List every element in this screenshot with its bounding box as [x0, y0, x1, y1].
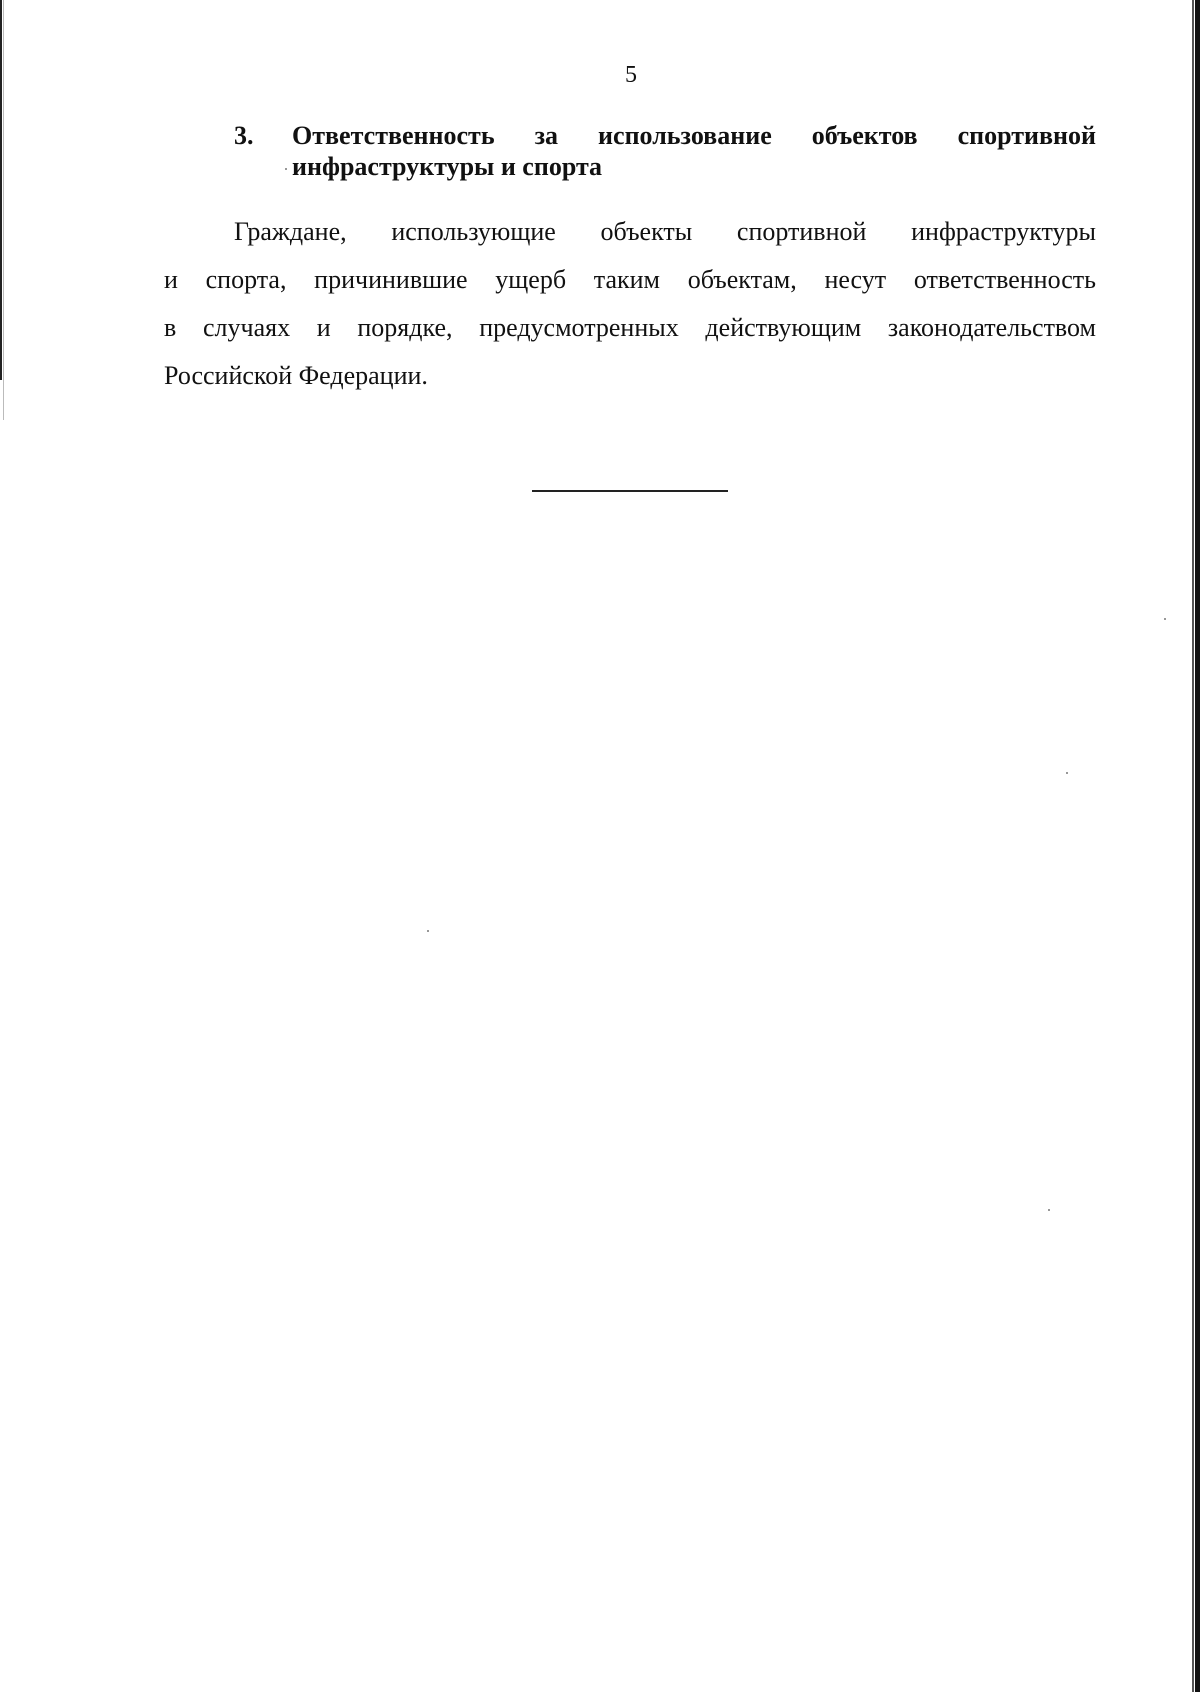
body-paragraph — [164, 208, 1096, 400]
page-number: 5 — [625, 62, 637, 88]
paragraph-line: в случаях и порядке, предусмотренных действующим законодательством — [164, 313, 1096, 342]
scan-edge-left — [0, 0, 2, 380]
section-heading — [234, 120, 1096, 182]
section-title — [292, 120, 1096, 182]
section-title-line-1: Ответственность за использование объектов спортивной — [292, 121, 1096, 150]
scan-edge-right — [1195, 0, 1200, 1692]
paragraph-line: Граждане, использующие объекты спортивной инфраструктуры — [234, 217, 1096, 246]
scan-speck — [1066, 772, 1068, 774]
end-of-document-rule — [532, 490, 728, 492]
section-title-line-2: инфраструктуры и спорта — [292, 152, 603, 181]
scan-edge-right-inner — [1192, 0, 1194, 1692]
scan-speck — [427, 930, 429, 932]
paragraph-line: и спорта, причинившие ущерб таким объектам, несут ответственность — [164, 265, 1096, 294]
section-number: 3. — [234, 121, 254, 150]
scan-speck — [1164, 618, 1166, 620]
scan-speck — [285, 168, 287, 170]
scan-speck — [1048, 1209, 1050, 1211]
paragraph-line: Российской Федерации. — [164, 361, 428, 390]
